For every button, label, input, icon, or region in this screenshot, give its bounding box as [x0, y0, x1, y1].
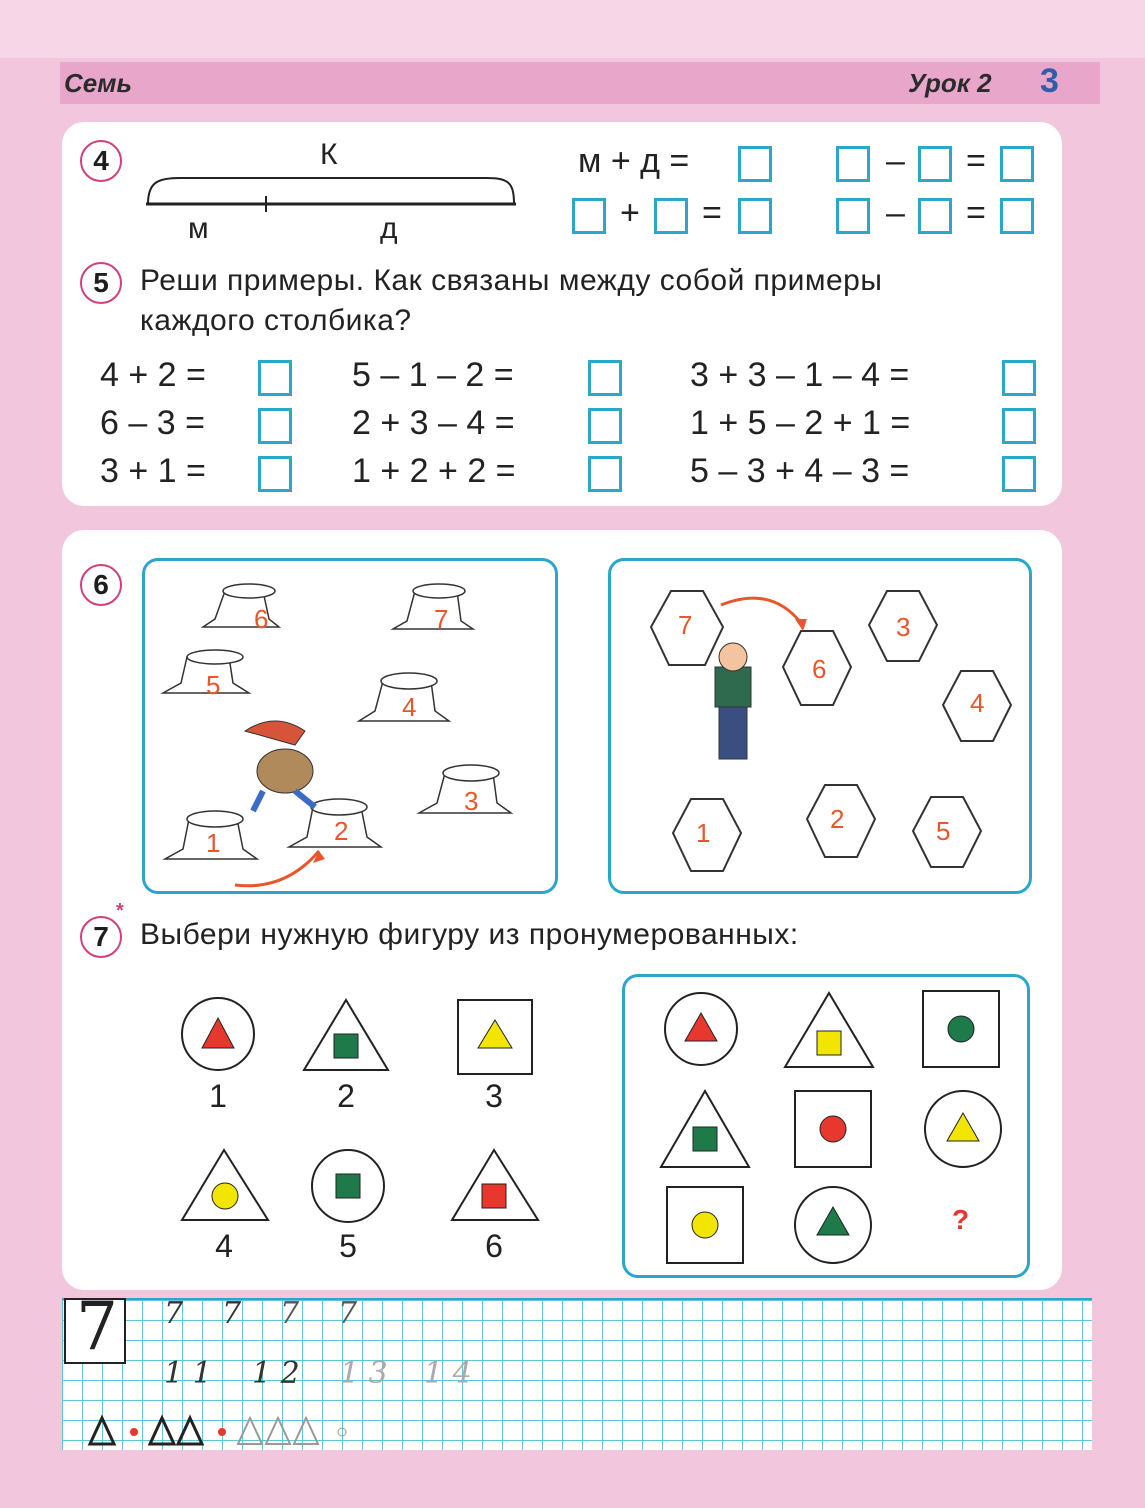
copy-number: 1 4: [424, 1356, 472, 1391]
lantern-number: 4: [970, 688, 985, 718]
example: 1 + 2 + 2 =: [352, 452, 516, 490]
stump-number: 5: [206, 670, 221, 700]
answer-box[interactable]: [258, 360, 292, 396]
equation-m-plus-d: м + д =: [578, 142, 690, 180]
lantern-number: 1: [696, 818, 711, 848]
figure-label: 3: [485, 1078, 503, 1114]
segment-k-label: К: [320, 138, 338, 171]
example: 5 – 1 – 2 =: [352, 356, 514, 394]
segment-m-label: м: [188, 212, 210, 245]
answer-box[interactable]: [588, 360, 622, 396]
answer-box[interactable]: [588, 456, 622, 492]
answer-box[interactable]: [1000, 146, 1034, 182]
lesson-title: Урок 2: [908, 68, 992, 98]
task-7-instruction: Выбери нужную фигуру из пронумерованных:: [140, 918, 799, 951]
example: 3 + 3 – 1 – 4 =: [690, 356, 910, 394]
lantern-number: 5: [936, 816, 951, 846]
task-5-number: 5: [80, 262, 122, 304]
page-number: 3: [1040, 62, 1059, 100]
segment-d-label: д: [380, 212, 399, 245]
big-seven: 7: [76, 1288, 118, 1365]
answer-box[interactable]: [738, 146, 772, 182]
answer-box[interactable]: [1002, 408, 1036, 444]
answer-box[interactable]: [1000, 198, 1034, 234]
minus-sign: –: [886, 142, 905, 180]
equals-sign: =: [702, 194, 722, 232]
lantern-number: 2: [830, 804, 845, 834]
answer-box[interactable]: [258, 408, 292, 444]
figure-label: 5: [339, 1228, 357, 1264]
stump-number: 3: [464, 786, 479, 816]
star-icon: *: [116, 900, 124, 922]
gnome-icon: [715, 643, 751, 759]
topic-title: Семь: [64, 68, 132, 98]
lantern-number: 3: [896, 612, 911, 642]
minus-sign: –: [886, 194, 905, 232]
copy-number: 1 1: [164, 1356, 212, 1391]
answer-box[interactable]: [836, 198, 870, 234]
stump-number: 7: [434, 604, 449, 634]
copy-seven: 7: [338, 1296, 358, 1331]
figure-label: 6: [485, 1228, 503, 1264]
answer-box[interactable]: [836, 146, 870, 182]
equals-sign: =: [966, 142, 986, 180]
example: 5 – 3 + 4 – 3 =: [690, 452, 910, 490]
answer-box[interactable]: [654, 198, 688, 234]
answer-box[interactable]: [738, 198, 772, 234]
lantern-number: 7: [678, 610, 693, 640]
answer-box[interactable]: [1002, 456, 1036, 492]
task-7-number: 7: [80, 916, 122, 958]
copy-seven: 7: [222, 1296, 242, 1331]
stumps-panel: [142, 558, 558, 894]
answer-box[interactable]: [588, 408, 622, 444]
stump-number: 6: [254, 604, 269, 634]
stump-number: 1: [206, 828, 221, 858]
hedgehog-icon: [245, 721, 315, 811]
question-mark: ?: [952, 1204, 970, 1235]
stump-number: 2: [334, 816, 349, 846]
top-band: [0, 0, 1145, 58]
lanterns-panel: [608, 558, 1032, 894]
example: 6 – 3 =: [100, 404, 205, 442]
lanterns-drawing: [611, 561, 1029, 891]
task-6-number: 6: [80, 564, 122, 606]
task-5-instruction-line1: Реши примеры. Как связаны между собой примеры: [140, 264, 883, 297]
copy-number: 1 2: [252, 1356, 300, 1391]
copy-seven: 7: [280, 1296, 300, 1331]
copy-number: 1 3: [340, 1356, 388, 1391]
example: 4 + 2 =: [100, 356, 206, 394]
task-4-number: 4: [80, 140, 122, 182]
pattern-row: [84, 1414, 364, 1448]
example: 1 + 5 – 2 + 1 =: [690, 404, 911, 442]
task-5-instruction-line2: каждого столбика?: [140, 304, 412, 337]
figure-label: 1: [209, 1078, 227, 1114]
answer-box[interactable]: [918, 146, 952, 182]
answer-box[interactable]: [572, 198, 606, 234]
figure-label: 2: [337, 1078, 355, 1114]
example: 3 + 1 =: [100, 452, 206, 490]
stump-number: 4: [402, 692, 417, 722]
example: 2 + 3 – 4 =: [352, 404, 515, 442]
figure-label: 4: [215, 1228, 233, 1264]
answer-box[interactable]: [918, 198, 952, 234]
equals-sign: =: [966, 194, 986, 232]
copy-seven: 7: [164, 1296, 184, 1331]
plus-sign: +: [620, 194, 640, 232]
lantern-number: 6: [812, 654, 827, 684]
answer-box[interactable]: [1002, 360, 1036, 396]
answer-box[interactable]: [258, 456, 292, 492]
